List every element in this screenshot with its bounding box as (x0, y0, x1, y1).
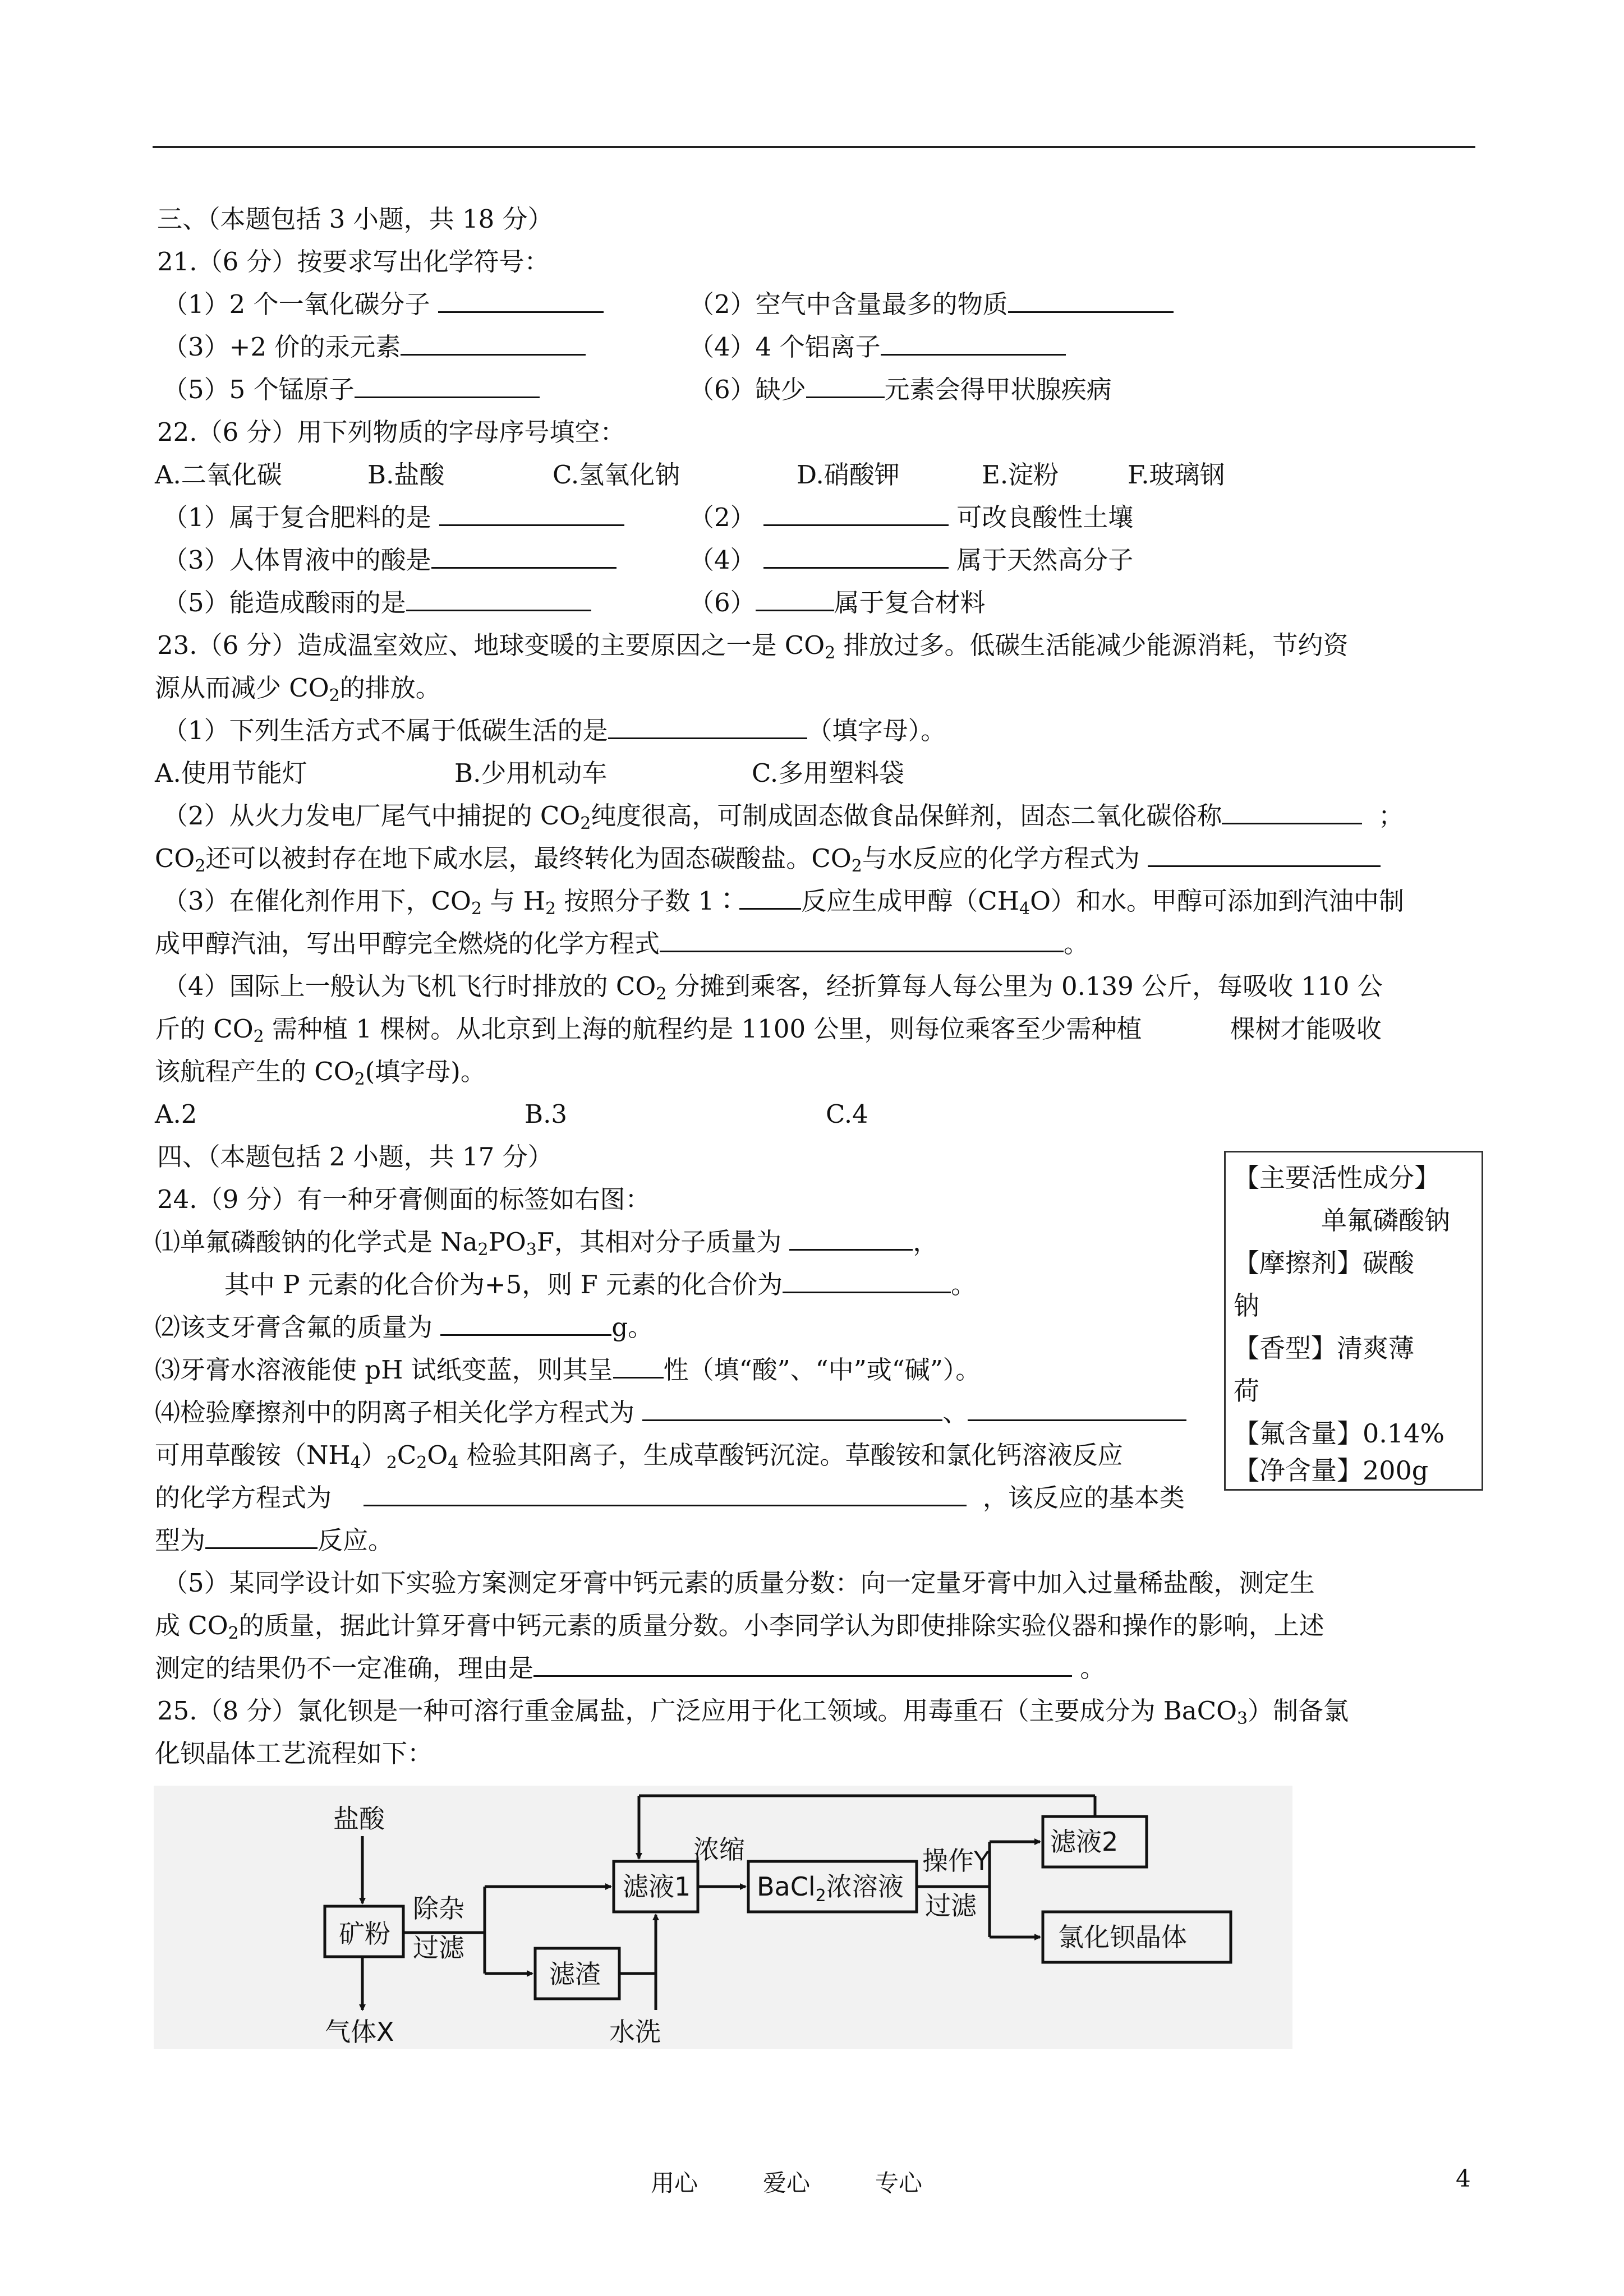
q23-stem-line-1: 23.（6 分）造成温室效应、地球变暖的主要原因之一是 $CO_2$ 排放过多。低碳生活能减少能源消耗，节约资 (157, 630, 1349, 663)
q23-part-1-option-b: B.少用机动车 (454, 758, 608, 788)
answer-blank[interactable] (783, 1269, 951, 1293)
q23-part-1-option-a: A.使用节能灯 (155, 758, 307, 788)
answer-blank[interactable] (1008, 289, 1174, 313)
answer-blank[interactable] (205, 1525, 318, 1549)
q23-part-4-option-c: C.4 (826, 1099, 868, 1129)
answer-blank[interactable] (364, 1482, 967, 1506)
answer-blank[interactable] (881, 331, 1066, 356)
flow-label-op-y-filter: 过滤 (925, 1891, 977, 1921)
label-line: 【香型】清爽薄 (1234, 1333, 1414, 1363)
q22-item-6: （6） 属于复合材料 (689, 588, 986, 617)
section-3-title: 三、（本题包括 3 小题，共 18 分） (157, 204, 553, 234)
answer-blank[interactable] (431, 545, 617, 569)
answer-blank[interactable] (789, 1227, 913, 1251)
label-line: 【主要活性成分】 (1234, 1163, 1440, 1193)
q24-part-4-line-1: ⑷检验摩擦剂中的阴离子相关化学方程式为 、 (155, 1395, 1186, 1430)
flow-label-wash: 水洗 (609, 2017, 661, 2047)
q22-item-4: （4） 属于天然高分子 (689, 545, 1134, 575)
flow-label-op1-b: 过滤 (413, 1933, 464, 1963)
q24-part-5-line-2: 成 $CO_2$的质量，据此计算牙膏中钙元素的质量分数。小李同学认为即使排除实验仪器和操作的影响，上述 (155, 1611, 1324, 1643)
footer-word-1: 用心 (651, 2169, 698, 2197)
q24-part-1-line-2: 其中 P 元素的化合价为+5，则 F 元素的化合价为 。 (224, 1270, 977, 1299)
q22-option-e: E.淀粉 (982, 460, 1059, 490)
page-number: 4 (1456, 2165, 1471, 2192)
flow-svg (154, 1786, 1292, 2049)
answer-blank[interactable] (1148, 843, 1381, 867)
label-line: 单氟磷酸钠 (1321, 1205, 1450, 1235)
answer-blank[interactable] (406, 587, 591, 611)
answer-blank[interactable] (739, 886, 801, 910)
q24-part-4-line-3: 的化学方程式为 ，该反应的基本类 (155, 1483, 1185, 1513)
flow-label-op1-a: 除杂 (413, 1893, 464, 1924)
q23-part-3-line-2: 成甲醇汽油，写出甲醇完全燃烧的化学方程式 。 (155, 929, 1089, 958)
q22-stem: 22.（6 分）用下列物质的字母序号填空： (157, 417, 625, 447)
q23-part-4-option-b: B.3 (525, 1099, 568, 1129)
q24-part-2: ⑵该支牙膏含氟的质量为 g。 (155, 1312, 654, 1342)
header-rule (153, 146, 1475, 148)
process-flow-diagram (154, 1786, 1292, 2049)
answer-blank[interactable] (533, 1653, 1072, 1677)
q24-part-4-line-2: 可用草酸铵$(NH_4)_2C_2O_4$ 检验其阳离子，生成草酸钙沉淀。草酸铵和氯化钙溶液反应 (155, 1440, 1123, 1473)
q25-stem-line-1: 25.（8 分）氯化钡是一种可溶行重金属盐，广泛应用于化工领域。用毒重石（主要成分为 BaCO$_3$）制备氯 (157, 1696, 1349, 1728)
answer-blank[interactable] (401, 331, 586, 356)
answer-blank[interactable] (756, 587, 834, 611)
label-line: 荷 (1234, 1376, 1259, 1406)
answer-blank[interactable] (355, 374, 540, 398)
answer-blank[interactable] (642, 1397, 942, 1421)
q25-stem-line-2: 化钡晶体工艺流程如下： (155, 1739, 433, 1768)
flow-label-concentrate: 浓缩 (693, 1834, 745, 1865)
flow-label-hcl: 盐酸 (333, 1804, 385, 1834)
flow-label-crystal: 氯化钡晶体 (1058, 1922, 1187, 1952)
q21-item-4: （4）4 个铝离子 (689, 330, 1066, 365)
q21-item-1: （1）2 个一氧化碳分子 (163, 287, 604, 322)
flow-label-residue: 滤渣 (549, 1959, 601, 1989)
q22-option-d: D.硝酸钾 (797, 460, 900, 490)
q23-part-1-option-c: C.多用塑料袋 (752, 758, 905, 788)
q22-option-c: C.氢氧化钠 (553, 460, 680, 490)
toothpaste-label-box (1224, 1151, 1483, 1491)
answer-blank[interactable] (1222, 800, 1362, 824)
footer-word-3: 专心 (875, 2169, 923, 2197)
q21-item-5: （5）5 个锰原子 (163, 372, 540, 407)
label-line: 【摩擦剂】碳酸 (1234, 1248, 1414, 1278)
answer-blank[interactable] (763, 545, 949, 569)
answer-blank[interactable] (968, 1397, 1186, 1421)
q21-stem: 21.（6 分）按要求写出化学符号： (157, 247, 550, 276)
answer-blank[interactable] (439, 502, 624, 526)
q23-part-4-line-3: 该航程产生的 $CO_2$(填字母)。 (155, 1057, 486, 1089)
answer-blank[interactable] (763, 502, 949, 526)
flow-label-filtrate-2: 滤液2 (1050, 1827, 1119, 1857)
flow-label-bacl2: BaCl$_2$浓溶液 (757, 1871, 904, 1906)
footer-word-2: 爱心 (763, 2169, 811, 2197)
answer-blank[interactable] (613, 1354, 664, 1378)
q24-part-5-line-3: 测定的结果仍不一定准确，理由是 。 (155, 1653, 1106, 1683)
label-line: 【净含量】200g (1234, 1455, 1429, 1486)
answer-blank[interactable] (608, 715, 807, 739)
flow-label-op-y: 操作Y (922, 1846, 990, 1876)
q22-option-b: B.盐酸 (367, 460, 445, 490)
q24-part-1-line-1: ⑴单氟磷酸钠的化学式是 $Na_2PO_3F$，其相对分子质量为 ， (155, 1227, 938, 1260)
q24-part-3: ⑶牙膏水溶液能使 pH 试纸变蓝，则其呈 性（填“酸”、“中”或“碱”）。 (155, 1355, 981, 1385)
q22-option-f: F.玻璃钢 (1128, 460, 1225, 490)
flow-label-gas-x: 气体X (325, 2017, 394, 2047)
q21-item-3: （3）+2 价的汞元素 (163, 330, 586, 365)
q23-part-4-option-a: A.2 (155, 1099, 197, 1129)
q23-part-3-line-1: （3）在催化剂作用下，$CO_2$ 与 $H_2$ 按照分子数 1∶ 反应生成甲醇$(CH_4O)$和水。甲醇可添加到汽油中制 (163, 886, 1404, 919)
section-4-title: 四、（本题包括 2 小题，共 17 分） (157, 1142, 553, 1172)
q21-item-2: （2）空气中含量最多的物质 (689, 287, 1174, 322)
q21-item-6: （6）缺少 元素会得甲状腺疾病 (689, 375, 1112, 404)
label-line: 钠 (1234, 1290, 1259, 1321)
answer-blank[interactable] (440, 1312, 611, 1336)
q23-stem-line-2: 源从而减少 $CO_2$的排放。 (155, 673, 441, 706)
q22-item-5: （5）能造成酸雨的是 (163, 585, 591, 620)
answer-blank[interactable] (806, 374, 885, 398)
q23-part-4-line-1: （4）国际上一般认为飞机飞行时排放的 $CO_2$ 分摊到乘客，经折算每人每公里为 0.139 公斤，每吸收 110 公 (163, 971, 1383, 1004)
q24-part-5-line-1: （5）某同学设计如下实验方案测定牙膏中钙元素的质量分数：向一定量牙膏中加入过量稀盐酸，测定生 (163, 1568, 1315, 1598)
answer-blank[interactable] (438, 289, 604, 313)
label-line: 【氟含量】0.14% (1234, 1418, 1445, 1449)
q23-part-1: （1）下列生活方式不属于低碳生活的是 （填字母）。 (163, 716, 946, 745)
q22-option-a: A.二氧化碳 (155, 460, 282, 490)
q22-item-1: （1）属于复合肥料的是 (163, 500, 624, 535)
q23-part-2-line-1: （2）从火力发电厂尾气中捕捉的 $CO_2$纯度很高，可制成固态做食品保鲜剂，固态二氧化碳俗称 ； (163, 801, 1404, 833)
q24-stem: 24.（9 分）有一种牙膏侧面的标签如右图： (157, 1184, 651, 1214)
q22-item-3: （3）人体胃液中的酸是 (163, 543, 617, 578)
q23-part-4-line-2: 斤的 $CO_2$ 需种植 1 棵树。从北京到上海的航程约是 1100 公里，则每位乘客至少需种植 棵树才能吸收 (155, 1014, 1382, 1046)
answer-blank[interactable] (660, 928, 1064, 952)
q22-item-2: （2） 可改良酸性土壤 (689, 502, 1134, 532)
q23-part-2-line-2: $CO_2$还可以被封存在地下咸水层，最终转化为固态碳酸盐。$CO_2$与水反应的化学方程式为 (155, 841, 1381, 876)
q24-part-4-line-4: 型为 反应。 (155, 1525, 394, 1555)
flow-label-ore: 矿粉 (339, 1919, 390, 1949)
flow-label-filtrate-1: 滤液1 (623, 1871, 691, 1902)
